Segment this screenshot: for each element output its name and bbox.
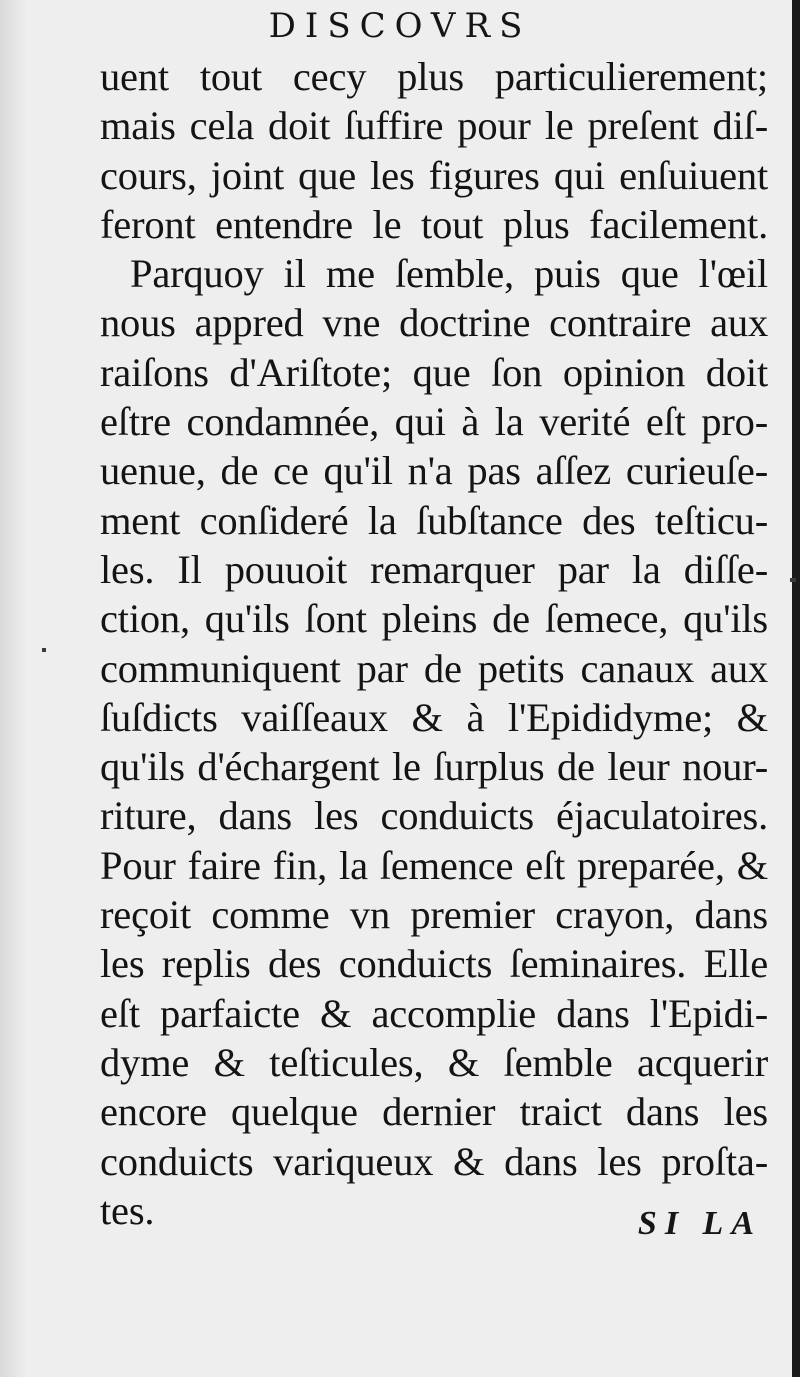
text-line: feront entendre le tout plus facilement. [100,201,768,247]
text-line: dyme & teſticules, & ſemble acquerir [100,1039,768,1085]
catchword: SI LA [637,1205,762,1242]
text-line: qu'ils d'échargent le ſurplus de leur nour- [100,744,768,790]
text-line: encore quelque dernier traict dans les [100,1089,768,1135]
text-line: ment conſideré la ſubſtance des teſticu- [100,497,768,543]
margin-mark [42,648,46,652]
text-line: nous appred vne doctrine contraire aux [100,300,768,346]
text-line: eſt parfaicte & accomplie dans l'Epidi- [100,990,768,1036]
running-title: DISCOVRS [268,6,532,46]
text-line: communiquent par de petits canaux aux [100,645,768,691]
text-line: les. Il pouuoit remarquer par la diſſe- [100,546,768,592]
text-line: eſtre condamnée, qui à la verité eſt pro- [100,399,768,445]
margin-mark [790,578,796,582]
text-line: tes. [100,1187,155,1233]
text-line: les replis des conduicts ſeminaires. Elle [100,941,768,987]
page-edge [792,0,800,1377]
text-line: uent tout cecy plus particulierement; [100,54,768,99]
text-line: cours, joint que les figures qui enſuiuent [100,152,768,198]
text-line: Parquoy il me ſemble, puis que l'œil [130,251,768,297]
text-line: raiſons d'Ariſtote; que ſon opinion doit [100,349,768,395]
text-line: Pour faire fin, la ſemence eſt preparée, & [100,842,768,888]
text-line: riture, dans les conduicts éjaculatoires. [100,793,768,839]
text-line: ction, qu'ils ſont pleins de ſemece, qu'ils [100,596,768,642]
text-line: uenue, de ce qu'il n'a pas aſſez curieuſe- [100,448,768,494]
page-body-text [100,52,768,1235]
page-gutter-shadow [0,0,28,1377]
text-line: conduicts variqueux & dans les proſta- [100,1138,768,1184]
text-line: reçoit comme vn premier crayon, dans [100,892,768,938]
text-line: mais cela doit ſuffire pour le preſent diſ- [100,103,768,149]
text-line: ſuſdicts vaiſſeaux & à l'Epididyme; & [100,694,768,740]
